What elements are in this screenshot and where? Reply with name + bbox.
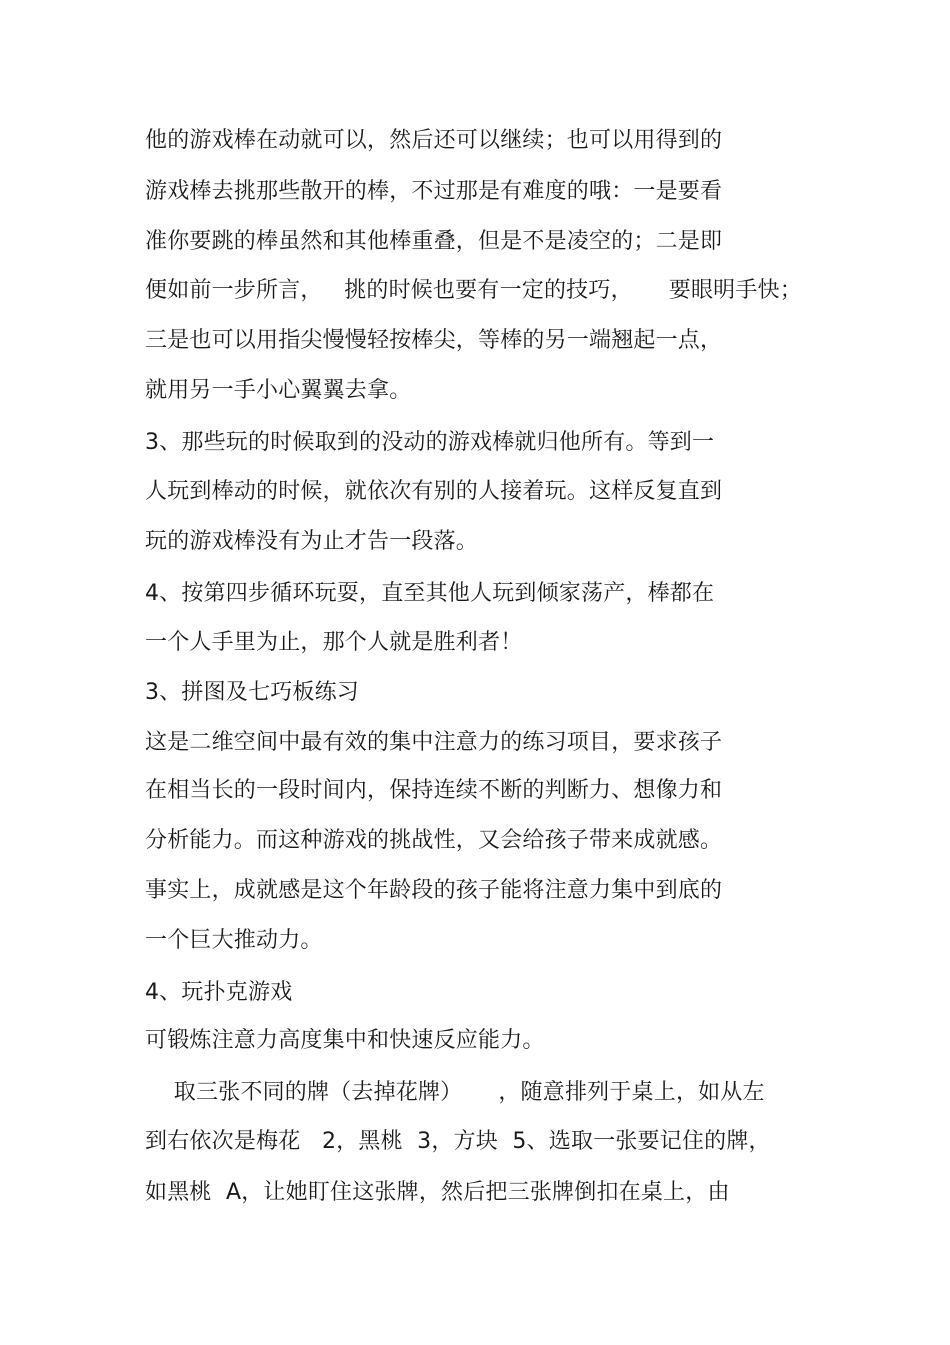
paragraph-line: 可锻炼注意力高度集中和快速反应能力。 bbox=[145, 1028, 545, 1053]
paragraph-line: 三是也可以用指尖慢慢轻按棒尖，等棒的另一端翘起一点， bbox=[145, 328, 723, 353]
paragraph-line: 一个人手里为止，那个人就是胜利者！ bbox=[145, 630, 523, 655]
paragraph-line: 就用另一手小心翼翼去拿。 bbox=[145, 378, 412, 403]
paragraph-line: 如黑桃 A，让她盯住这张牌，然后把三张牌倒扣在桌上，由 bbox=[145, 1180, 730, 1205]
paragraph-line: 事实上，成就感是这个年龄段的孩子能将注意力集中到底的 bbox=[145, 878, 723, 903]
paragraph-line: 游戏棒去挑那些散开的棒，不过那是有难度的哦：一是要看 bbox=[145, 179, 723, 204]
paragraph-line: 人玩到棒动的时候，就依次有别的人接着玩。这样反复直到 bbox=[145, 479, 723, 504]
paragraph-line: 准你要跳的棒虽然和其他棒重叠，但是不是凌空的；二是即 bbox=[145, 229, 723, 254]
paragraph-line: 玩的游戏棒没有为止才告一段落。 bbox=[145, 529, 479, 554]
section-heading-poker: 4、玩扑克游戏 bbox=[145, 980, 293, 1005]
paragraph-line: 取三张不同的牌（去掉花牌） ，随意排列于桌上，如从左 bbox=[145, 1080, 765, 1105]
paragraph-line: 到右依次是梅花 2，黑桃 3，方块 5、选取一张要记住的牌， bbox=[145, 1129, 771, 1154]
paragraph-line: 在相当长的一段时间内，保持连续不断的判断力、想像力和 bbox=[145, 778, 723, 803]
paragraph-line: 便如前一步所言， 挑的时候也要有一定的技巧， 要眼明手快； bbox=[145, 278, 802, 303]
paragraph-line: 这是二维空间中最有效的集中注意力的练习项目，要求孩子 bbox=[145, 730, 723, 755]
paragraph-line: 一个巨大推动力。 bbox=[145, 928, 323, 953]
section-heading-puzzle: 3、拼图及七巧板练习 bbox=[145, 680, 359, 705]
paragraph-line: 分析能力。而这种游戏的挑战性，又会给孩子带来成就感。 bbox=[145, 828, 723, 853]
step-4-line: 4、按第四步循环玩耍，直至其他人玩到倾家荡产，棒都在 bbox=[145, 581, 715, 606]
paragraph-line: 他的游戏棒在动就可以，然后还可以继续；也可以用得到的 bbox=[145, 128, 723, 153]
step-3-line: 3、那些玩的时候取到的没动的游戏棒就归他所有。等到一 bbox=[145, 430, 715, 455]
